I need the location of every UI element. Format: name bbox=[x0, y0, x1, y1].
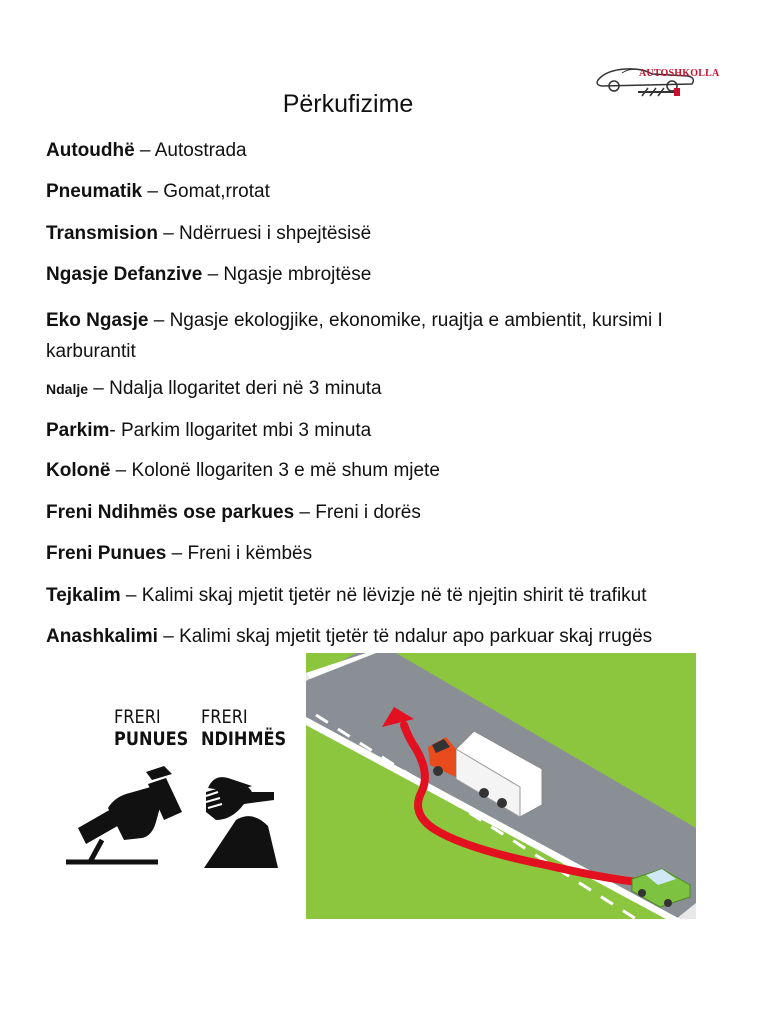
definition-term: Tejkalim bbox=[46, 585, 121, 606]
definition-term: Autoudhë bbox=[46, 140, 135, 161]
road-scene bbox=[306, 653, 696, 919]
definition-term: Eko Ngasje bbox=[46, 310, 149, 331]
foot-brake-label: FRERI PUNUES bbox=[114, 706, 189, 750]
definition-separator: - bbox=[109, 420, 121, 441]
definition-text: Ndalja llogaritet deri në 3 minuta bbox=[109, 378, 382, 399]
pedal-icons bbox=[56, 700, 296, 880]
definition-separator: – bbox=[110, 460, 132, 481]
definition-separator: – bbox=[157, 626, 180, 647]
definition-text: Parkim llogaritet mbi 3 minuta bbox=[120, 420, 372, 441]
definition-separator: – bbox=[148, 310, 170, 331]
definition-item bbox=[46, 377, 382, 401]
definition-separator: – bbox=[166, 543, 188, 564]
definition-item bbox=[46, 459, 440, 483]
definition-item bbox=[46, 419, 371, 443]
definition-item bbox=[46, 542, 312, 566]
definition-item bbox=[46, 180, 270, 204]
definition-item bbox=[46, 222, 371, 246]
definition-separator: – bbox=[202, 264, 224, 285]
definition-term: Transmision bbox=[46, 223, 158, 244]
definition-separator: – bbox=[120, 585, 142, 606]
definition-text: Freni i dorës bbox=[315, 502, 421, 523]
definition-item bbox=[46, 305, 726, 367]
definition-separator: – bbox=[157, 223, 180, 244]
definition-text: Ngasje mbrojtëse bbox=[223, 264, 372, 285]
definition-text: Kolonë llogariten 3 e më shum mjete bbox=[131, 460, 440, 481]
definition-term: Anashkalimi bbox=[46, 626, 158, 647]
hand-brake-icon bbox=[204, 777, 278, 868]
definition-term: Freni Ndihmës ose parkues bbox=[46, 502, 295, 523]
page-title: Përkufizime bbox=[282, 90, 414, 118]
definition-separator: – bbox=[134, 140, 155, 161]
definition-item bbox=[46, 139, 247, 163]
definition-term: Kolonë bbox=[46, 460, 111, 481]
definition-item bbox=[46, 584, 647, 608]
definition-separator: – bbox=[294, 502, 316, 523]
definition-text: Kalimi skaj mjetit tjetër në lëvizje në të njejtin shirit të trafikut bbox=[141, 585, 647, 606]
definition-term: Parkim bbox=[46, 420, 110, 441]
hand-brake-label: FRERI NDIHMËS bbox=[201, 706, 287, 750]
definition-item bbox=[46, 501, 421, 525]
definition-text: Freni i këmbës bbox=[187, 543, 313, 564]
definition-text: Autostrada bbox=[154, 140, 247, 161]
definition-text: Gomat,rrotat bbox=[163, 181, 270, 202]
foot-pedal-icon bbox=[66, 766, 182, 862]
overtaking-illustration bbox=[306, 653, 696, 919]
definition-item bbox=[46, 625, 652, 649]
brake-pedals-illustration bbox=[56, 700, 296, 880]
definition-term: Freni Punues bbox=[46, 543, 167, 564]
definition-text: Ngasje ekologjike, ekonomike, ruajtja e ambientit, kursimi I karburantit bbox=[46, 310, 663, 362]
definition-text: Ndërruesi i shpejtësisë bbox=[179, 223, 372, 244]
definition-term: Ndalje bbox=[46, 381, 89, 397]
definition-term: Pneumatik bbox=[46, 181, 143, 202]
logo-text: AUTOSHKOLLA bbox=[639, 68, 720, 79]
definition-separator: – bbox=[142, 181, 164, 202]
definition-separator: – bbox=[88, 378, 110, 399]
definition-term: Ngasje Defanzive bbox=[46, 264, 203, 285]
definition-text: Kalimi skaj mjetit tjetër të ndalur apo parkuar skaj rrugës bbox=[179, 626, 653, 647]
definition-item bbox=[46, 263, 371, 287]
